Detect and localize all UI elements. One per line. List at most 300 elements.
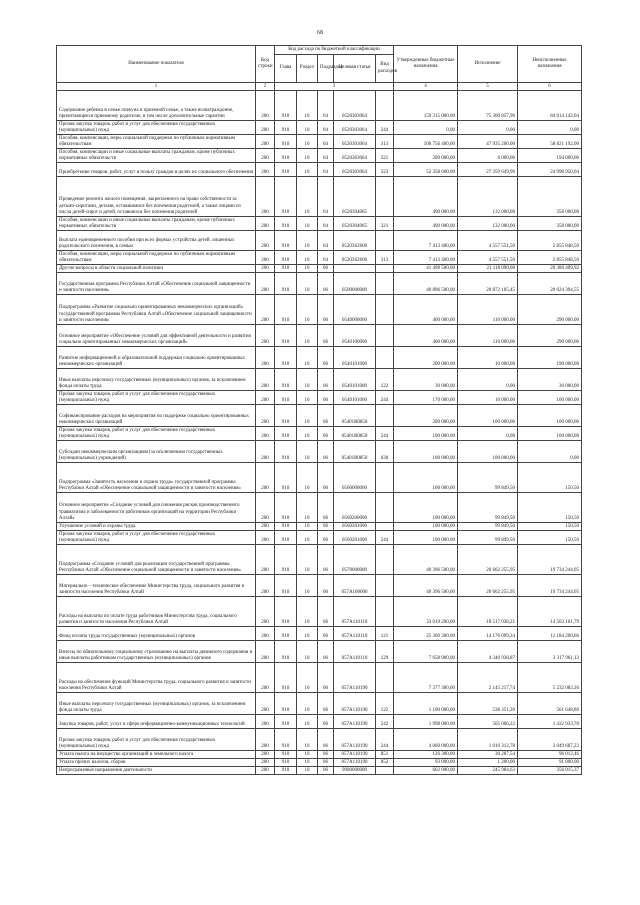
row-vid xyxy=(376,295,394,325)
row-name: Прочая закупка товаров, работ и услуг для обеспечения государственных (муниципальных) нужд xyxy=(57,391,256,405)
row-approved: 170 000,00 xyxy=(394,391,458,405)
row-executed: 565 066,22 xyxy=(458,715,518,729)
row-executed: 75 300 857,96 xyxy=(458,91,518,121)
row-line-code: 200 xyxy=(256,523,275,531)
row-unexecuted: 150,50 xyxy=(518,493,582,523)
row-target: 0540101000 xyxy=(334,391,376,405)
row-name: Подпрограмма «Развитие социально ориентированных некоммерческих организаций» государственной программы Республики Алтай «Обеспечение социальной защищенности и занятости населения» xyxy=(57,295,256,325)
row-name: Подпрограмма «Занятость населения и охрана труда» государственной программы Республики Алтай «Обеспечение социальной защищенности и занятости населения» xyxy=(57,463,256,493)
row-approved: 7 413 400,00 xyxy=(394,231,458,251)
row-unexecuted: 2 855 848,50 xyxy=(518,231,582,251)
table-row xyxy=(57,251,582,265)
row-podrazdel: 06 xyxy=(318,597,334,627)
row-name: Выплата единовременного пособия при всех формах устройства детей, лишенных родительского попечения, в семью xyxy=(57,231,256,251)
row-podrazdel: 04 xyxy=(318,121,334,135)
row-razdel: 10 xyxy=(297,391,318,405)
table-row xyxy=(57,729,582,751)
row-unexecuted: 1 432 933,78 xyxy=(518,715,582,729)
table-row xyxy=(57,273,582,295)
row-approved: 7 377 300,00 xyxy=(394,663,458,693)
row-approved: 200 000,00 xyxy=(394,347,458,369)
column-index-row xyxy=(57,83,582,91)
row-line-code: 200 xyxy=(256,135,275,149)
row-razdel: 10 xyxy=(297,163,318,177)
table-row xyxy=(57,177,582,217)
row-vid xyxy=(376,463,394,493)
row-approved: 93 000,00 xyxy=(394,759,458,767)
row-executed: 100 000,00 xyxy=(458,441,518,463)
row-vid xyxy=(376,91,394,121)
row-unexecuted: 0,00 xyxy=(518,121,582,135)
row-target: 05401R0850 xyxy=(334,405,376,427)
table-row xyxy=(57,627,582,641)
table-row xyxy=(57,121,582,135)
row-podrazdel: 06 xyxy=(318,531,334,545)
row-podrazdel: 06 xyxy=(318,369,334,391)
row-podrazdel: 06 xyxy=(318,575,334,597)
row-glava: 910 xyxy=(275,759,297,767)
row-executed: 132 000,00 xyxy=(458,217,518,231)
row-podrazdel: 06 xyxy=(318,693,334,715)
table-row xyxy=(57,751,582,759)
table-row xyxy=(57,135,582,149)
table-row xyxy=(57,265,582,273)
row-approved: 200 000,00 xyxy=(394,149,458,163)
row-target: 057A110110 xyxy=(334,641,376,663)
index-cell: 5 xyxy=(458,83,518,91)
row-executed: 538 351,20 xyxy=(458,693,518,715)
table-row xyxy=(57,641,582,663)
row-podrazdel: 06 xyxy=(318,751,334,759)
row-glava: 910 xyxy=(275,463,297,493)
table-row xyxy=(57,149,582,163)
row-unexecuted: 19 734 244,05 xyxy=(518,545,582,575)
row-vid: 121 xyxy=(376,627,394,641)
row-approved: 100 000,00 xyxy=(394,441,458,463)
row-executed: 0,00 xyxy=(458,369,518,391)
row-line-code: 200 xyxy=(256,641,275,663)
row-name: Пособия, компенсации и иные социальные выплаты гражданам, кроме публичных нормативных обязательств xyxy=(57,149,256,163)
row-name: Субсидии некоммерческим организациям (за исключением государственных (муниципальных) учреждений) xyxy=(57,441,256,463)
row-glava: 910 xyxy=(275,273,297,295)
row-vid: 630 xyxy=(376,441,394,463)
row-line-code: 200 xyxy=(256,347,275,369)
row-razdel: 10 xyxy=(297,759,318,767)
row-line-code: 200 xyxy=(256,405,275,427)
table-row xyxy=(57,217,582,231)
row-razdel: 10 xyxy=(297,135,318,149)
row-target xyxy=(334,265,376,273)
page-number: 68 xyxy=(317,30,323,36)
row-line-code: 200 xyxy=(256,91,275,121)
row-podrazdel: 06 xyxy=(318,545,334,575)
row-executed: 20 872 105,45 xyxy=(458,273,518,295)
row-razdel: 10 xyxy=(297,493,318,523)
header-podrazdel: Подраздел xyxy=(318,55,334,83)
table-row xyxy=(57,347,582,369)
row-target: 057A110190 xyxy=(334,693,376,715)
row-glava: 910 xyxy=(275,231,297,251)
row-approved: 490 000,00 xyxy=(394,177,458,217)
row-name: Иные выплаты персоналу государственных (муниципальных) органов, за исключением фонда оплаты труда xyxy=(57,369,256,391)
row-razdel: 10 xyxy=(297,273,318,295)
row-target: 057A110190 xyxy=(334,715,376,729)
row-glava: 910 xyxy=(275,91,297,121)
row-line-code: 200 xyxy=(256,597,275,627)
row-glava: 910 xyxy=(275,251,297,265)
row-approved: 30 000,00 xyxy=(394,369,458,391)
row-target: 0520303064 xyxy=(334,163,376,177)
row-vid: 321 xyxy=(376,149,394,163)
row-podrazdel: 06 xyxy=(318,427,334,441)
table-row xyxy=(57,597,582,627)
row-vid xyxy=(376,325,394,347)
table-row xyxy=(57,575,582,597)
row-executed: 99 849,50 xyxy=(458,463,518,493)
row-unexecuted: 358 000,00 xyxy=(518,177,582,217)
table-row xyxy=(57,531,582,545)
row-executed: 100 000,00 xyxy=(458,405,518,427)
row-line-code: 200 xyxy=(256,441,275,463)
row-approved: 7 658 900,00 xyxy=(394,641,458,663)
row-podrazdel: 04 xyxy=(318,231,334,251)
row-target: 0520304065 xyxy=(334,177,376,217)
row-line-code: 200 xyxy=(256,493,275,523)
row-executed: 20 662 255,95 xyxy=(458,545,518,575)
row-podrazdel: 04 xyxy=(318,177,334,217)
row-executed: 1 010 312,78 xyxy=(458,729,518,751)
table-row xyxy=(57,493,582,523)
row-approved: 100 000,00 xyxy=(394,463,458,493)
row-vid: 244 xyxy=(376,531,394,545)
row-line-code: 200 xyxy=(256,531,275,545)
row-unexecuted: 2 855 848,50 xyxy=(518,251,582,265)
row-vid xyxy=(376,545,394,575)
row-name: Прочая закупка товаров, работ и услуг для обеспечения государственных (муниципальных) нужд xyxy=(57,729,256,751)
row-razdel: 10 xyxy=(297,91,318,121)
row-podrazdel: 04 xyxy=(318,163,334,177)
index-cell: 3 xyxy=(275,83,394,91)
row-line-code: 200 xyxy=(256,715,275,729)
row-razdel: 10 xyxy=(297,325,318,347)
row-name: Пособия, компенсации и иные социальные выплаты гражданам, кроме публичных нормативных обязательств xyxy=(57,217,256,231)
row-vid xyxy=(376,273,394,295)
row-target: 05203S2600 xyxy=(334,251,376,265)
row-razdel: 10 xyxy=(297,575,318,597)
row-name: Расходы на выплаты по оплате труда работников Министерства труда, социального развития и занятости населения Республики Алтай xyxy=(57,597,256,627)
row-vid: 852 xyxy=(376,759,394,767)
header-classification: Код расхода по бюджетной классификации xyxy=(275,46,394,55)
row-unexecuted: 96 012,46 xyxy=(518,751,582,759)
row-razdel: 10 xyxy=(297,663,318,693)
row-name: Другие вопросы в области социальной политики xyxy=(57,265,256,273)
row-name: Иные выплаты персоналу государственных (муниципальных) органов, за исключением фонда оплаты труда xyxy=(57,693,256,715)
row-podrazdel: 06 xyxy=(318,715,334,729)
table-row xyxy=(57,325,582,347)
row-glava: 910 xyxy=(275,641,297,663)
row-razdel: 10 xyxy=(297,441,318,463)
row-unexecuted: 100 000,00 xyxy=(518,405,582,427)
row-line-code: 200 xyxy=(256,177,275,217)
row-unexecuted: 290 000,00 xyxy=(518,295,582,325)
row-line-code: 200 xyxy=(256,427,275,441)
row-razdel: 10 xyxy=(297,177,318,217)
row-unexecuted: 91 800,00 xyxy=(518,759,582,767)
row-unexecuted: 150,50 xyxy=(518,531,582,545)
row-unexecuted: 190 000,00 xyxy=(518,347,582,369)
row-name: Уплата прочих налогов, сборов xyxy=(57,759,256,767)
table-row xyxy=(57,767,582,775)
budget-execution-table xyxy=(56,45,582,775)
row-podrazdel: 06 xyxy=(318,273,334,295)
row-line-code: 200 xyxy=(256,693,275,715)
row-podrazdel: 04 xyxy=(318,149,334,163)
header-name: Наименование показателя xyxy=(57,46,256,83)
row-target: 0540000000 xyxy=(334,295,376,325)
row-podrazdel: 04 xyxy=(318,251,334,265)
table-row xyxy=(57,663,582,693)
table-row xyxy=(57,231,582,251)
row-executed: 21 118 090,08 xyxy=(458,265,518,273)
row-glava: 910 xyxy=(275,391,297,405)
row-unexecuted: 0,00 xyxy=(518,441,582,463)
row-approved: 100 000,00 xyxy=(394,523,458,531)
row-glava: 910 xyxy=(275,265,297,273)
row-approved: 7 413 400,00 xyxy=(394,251,458,265)
row-approved: 33 019 200,00 xyxy=(394,597,458,627)
index-cell: 2 xyxy=(256,83,275,91)
table-row xyxy=(57,163,582,177)
table-row xyxy=(57,369,582,391)
row-executed: 30 287,54 xyxy=(458,751,518,759)
row-target: 05401R0850 xyxy=(334,427,376,441)
row-approved: 52 358 600,00 xyxy=(394,163,458,177)
table-row xyxy=(57,545,582,575)
row-executed: 4 340 938,87 xyxy=(458,641,518,663)
row-vid xyxy=(376,231,394,251)
row-approved: 1 998 000,00 xyxy=(394,715,458,729)
row-razdel: 10 xyxy=(297,121,318,135)
row-razdel: 10 xyxy=(297,265,318,273)
row-glava: 910 xyxy=(275,715,297,729)
row-target: 0520303064 xyxy=(334,135,376,149)
row-glava: 910 xyxy=(275,575,297,597)
row-executed: 18 517 038,21 xyxy=(458,597,518,627)
table-row xyxy=(57,463,582,493)
row-podrazdel: 04 xyxy=(318,217,334,231)
row-name: Государственная программа Республики Алтай «Обеспечение социальной защищенности и занятости населения» xyxy=(57,273,256,295)
row-name: Улучшение условий и охраны труда xyxy=(57,523,256,531)
row-vid: 122 xyxy=(376,369,394,391)
row-approved: 40 896 500,00 xyxy=(394,273,458,295)
row-glava: 910 xyxy=(275,405,297,427)
row-podrazdel: 06 xyxy=(318,493,334,523)
row-glava: 910 xyxy=(275,531,297,545)
row-unexecuted: 20 380 409,92 xyxy=(518,265,582,273)
row-glava: 910 xyxy=(275,217,297,231)
row-vid: 244 xyxy=(376,391,394,405)
row-razdel: 10 xyxy=(297,597,318,627)
row-glava: 910 xyxy=(275,693,297,715)
row-vid xyxy=(376,265,394,273)
row-podrazdel: 06 xyxy=(318,441,334,463)
row-razdel: 10 xyxy=(297,531,318,545)
row-unexecuted: 194 000,00 xyxy=(518,149,582,163)
row-unexecuted: 358 000,00 xyxy=(518,217,582,231)
row-line-code: 200 xyxy=(256,463,275,493)
row-podrazdel: 06 xyxy=(318,663,334,693)
row-approved: 1 100 000,00 xyxy=(394,693,458,715)
row-line-code: 200 xyxy=(256,231,275,251)
row-razdel: 10 xyxy=(297,149,318,163)
table-row xyxy=(57,523,582,531)
table-row xyxy=(57,693,582,715)
row-approved: 40 396 500,00 xyxy=(394,545,458,575)
row-name: Фонд оплаты труда государственных (муниципальных) органов xyxy=(57,627,256,641)
row-name: Расходы на обеспечение функций Министерства труда, социального развития и занятости населения Республики Алтай xyxy=(57,663,256,693)
row-executed: 4 557 551,50 xyxy=(458,251,518,265)
header-target: Целевая статья xyxy=(334,55,376,83)
row-executed: 10 000,00 xyxy=(458,391,518,405)
row-podrazdel: 06 xyxy=(318,325,334,347)
row-line-code: 200 xyxy=(256,545,275,575)
row-approved: 41 498 500,00 xyxy=(394,265,458,273)
table-row xyxy=(57,391,582,405)
row-name: Материально – техническое обеспечение Министерства труда, социального развития и занятости населения Республики Алтай xyxy=(57,575,256,597)
row-target: 9900000000 xyxy=(334,767,376,775)
row-razdel: 10 xyxy=(297,641,318,663)
row-target: 0500000000 xyxy=(334,273,376,295)
row-glava: 910 xyxy=(275,135,297,149)
row-target: 057A110190 xyxy=(334,729,376,751)
row-vid: 244 xyxy=(376,121,394,135)
row-unexecuted: 14 502 161,79 xyxy=(518,597,582,627)
row-executed: 110 000,00 xyxy=(458,325,518,347)
row-vid xyxy=(376,177,394,217)
row-podrazdel: 06 xyxy=(318,463,334,493)
row-unexecuted: 11 184 200,66 xyxy=(518,627,582,641)
row-podrazdel: 06 xyxy=(318,391,334,405)
table-body xyxy=(57,91,582,775)
row-name: Уплата налога на имущество организаций и земельного налога xyxy=(57,751,256,759)
row-vid xyxy=(376,523,394,531)
row-approved: 0,00 xyxy=(394,121,458,135)
row-approved: 100 000,00 xyxy=(394,427,458,441)
row-razdel: 10 xyxy=(297,231,318,251)
row-target: 0560200000 xyxy=(334,493,376,523)
row-glava: 910 xyxy=(275,597,297,627)
row-vid: 129 xyxy=(376,641,394,663)
row-executed: 2 145 217,74 xyxy=(458,663,518,693)
row-executed: 132 000,00 xyxy=(458,177,518,217)
row-razdel: 10 xyxy=(297,523,318,531)
row-podrazdel: 04 xyxy=(318,91,334,121)
row-line-code: 200 xyxy=(256,149,275,163)
row-razdel: 10 xyxy=(297,627,318,641)
header-executed: Исполнение xyxy=(458,46,518,83)
row-executed: 27 359 649,96 xyxy=(458,163,518,177)
row-unexecuted: 561 648,80 xyxy=(518,693,582,715)
row-vid xyxy=(376,405,394,427)
row-vid: 323 xyxy=(376,163,394,177)
row-unexecuted: 5 232 082,26 xyxy=(518,663,582,693)
header-approved: Утвержденные бюджетные назначения xyxy=(394,46,458,83)
row-glava: 910 xyxy=(275,545,297,575)
row-line-code: 200 xyxy=(256,575,275,597)
row-glava: 910 xyxy=(275,523,297,531)
row-glava: 910 xyxy=(275,295,297,325)
row-target: 0540101000 xyxy=(334,347,376,369)
row-approved: 40 396 500,00 xyxy=(394,575,458,597)
row-unexecuted: 3 049 687,22 xyxy=(518,729,582,751)
row-approved: 106 756 400,00 xyxy=(394,135,458,149)
row-podrazdel: 04 xyxy=(318,135,334,149)
row-razdel: 10 xyxy=(297,545,318,575)
row-name: Прочая закупка товаров, работ и услуг для обеспечения государственных (муниципальных) нужд xyxy=(57,121,256,135)
row-approved: 400 000,00 xyxy=(394,325,458,347)
row-name: Приобретение товаров, работ, услуг в пользу граждан в целях их социального обеспечения xyxy=(57,163,256,177)
row-target: 05401R0850 xyxy=(334,441,376,463)
row-vid xyxy=(376,767,394,775)
row-name: Пособия, компенсации, меры социальной поддержки по публичным нормативным обязательствам xyxy=(57,251,256,265)
row-name: Основное мероприятие «Обеспечение условий для эффективной деятельности и развития социально ориентированных некоммерческих организаций» xyxy=(57,325,256,347)
row-vid: 244 xyxy=(376,729,394,751)
row-target: 057A110190 xyxy=(334,663,376,693)
row-executed: 14 176 099,34 xyxy=(458,627,518,641)
row-name: Проведение ремонта жилого помещения, закрепленного на право собственности за детьми-сиротами, детьми, оставшимися без попечения родителей, а также лицами из числа детей-сирот и детей, оставшихся без попечения родителей xyxy=(57,177,256,217)
row-line-code: 200 xyxy=(256,325,275,347)
row-glava: 910 xyxy=(275,729,297,751)
header-unexecuted: Неисполненные назначения xyxy=(518,46,582,83)
header-line-code: Код строки xyxy=(256,46,275,83)
row-unexecuted: 100 000,00 xyxy=(518,427,582,441)
row-podrazdel: 06 xyxy=(318,627,334,641)
row-glava: 910 xyxy=(275,441,297,463)
row-glava: 910 xyxy=(275,325,297,347)
row-glava: 910 xyxy=(275,163,297,177)
row-name: Развитие информационной и образовательной поддержки социально ориентированных некоммерческих организаций xyxy=(57,347,256,369)
row-approved: 159 315 000,00 xyxy=(394,91,458,121)
header-razdel: Раздел xyxy=(297,55,318,83)
row-approved: 25 360 300,00 xyxy=(394,627,458,641)
row-podrazdel: 06 xyxy=(318,523,334,531)
row-executed: 99 849,50 xyxy=(458,493,518,523)
table-row xyxy=(57,405,582,427)
row-vid: 122 xyxy=(376,693,394,715)
row-glava: 910 xyxy=(275,149,297,163)
row-vid: 313 xyxy=(376,135,394,149)
row-target: 0540100000 xyxy=(334,325,376,347)
row-target: 0540101000 xyxy=(334,369,376,391)
row-approved: 400 000,00 xyxy=(394,295,458,325)
row-line-code: 200 xyxy=(256,729,275,751)
row-razdel: 10 xyxy=(297,693,318,715)
row-target: 057A100000 xyxy=(334,575,376,597)
row-approved: 126 300,00 xyxy=(394,751,458,759)
row-unexecuted: 160 000,00 xyxy=(518,391,582,405)
row-unexecuted: 3 317 961,13 xyxy=(518,641,582,663)
row-vid: 851 xyxy=(376,751,394,759)
header-glava: Глава xyxy=(275,55,297,83)
row-razdel: 10 xyxy=(297,463,318,493)
row-name: Основное мероприятие «Создание условий для снижения рисков производственного травматизма и заболеваемости работников организаций на территории Республики Алтай» xyxy=(57,493,256,523)
row-target: 0520303064 xyxy=(334,91,376,121)
index-cell: 6 xyxy=(518,83,582,91)
row-line-code: 200 xyxy=(256,663,275,693)
row-target: 0560000000 xyxy=(334,463,376,493)
row-line-code: 200 xyxy=(256,627,275,641)
row-podrazdel: 06 xyxy=(318,641,334,663)
